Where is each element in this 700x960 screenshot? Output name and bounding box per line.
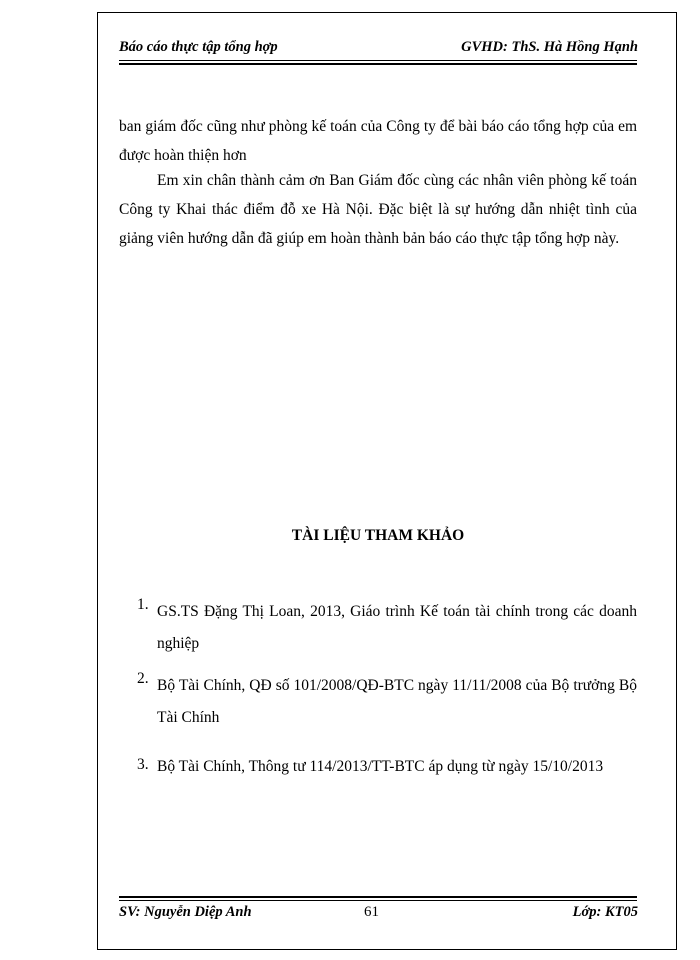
- reference-text: Bộ Tài Chính, Thông tư 114/2013/TT-BTC áp dụng từ ngày 15/10/2013: [157, 758, 604, 775]
- reference-item: [119, 756, 637, 777]
- header-rule: [119, 60, 637, 61]
- references-title: TÀI LIỆU THAM KHẢO: [291, 527, 465, 544]
- footer-rule: [119, 900, 637, 901]
- header-supervisor: GVHD: ThS. Hà Hồng Hạnh: [461, 39, 638, 55]
- reference-number: 3.: [137, 756, 149, 773]
- header-rule-thick: [119, 63, 637, 65]
- header-report-title: Báo cáo thực tập tổng hợp: [119, 39, 278, 55]
- reference-text: Bộ Tài Chính, QĐ số 101/2008/QĐ-BTC ngày 11/11/2008 của Bộ trưởng Bộ Tài Chính: [157, 677, 637, 726]
- body-paragraph-2: Em xin chân thành cảm ơn Ban Giám đốc cùng các nhân viên phòng kế toán Công ty Khai thác điểm đỗ xe Hà Nội. Đặc biệt là sự hướng dẫn nhiệt tình của giảng viên hướng dẫn đã giúp em hoàn thành bản báo cáo thực tập tổng hợp này.: [119, 172, 637, 247]
- reference-item: [119, 596, 637, 660]
- body-paragraph-1: ban giám đốc cũng như phòng kế toán của Công ty để bài báo cáo tổng hợp của em được hoàn thiện hơn: [119, 118, 637, 164]
- footer-rule-thick: [119, 896, 637, 898]
- references-list: [119, 596, 637, 795]
- reference-item: [119, 670, 637, 734]
- reference-number: 2.: [137, 670, 149, 687]
- page-number: 61: [364, 904, 379, 920]
- reference-number: 1.: [137, 596, 149, 613]
- footer-class: Lớp: KT05: [572, 904, 638, 920]
- footer-student-name: SV: Nguyễn Diệp Anh: [119, 904, 252, 920]
- reference-text: GS.TS Đặng Thị Loan, 2013, Giáo trình Kế toán tài chính trong các doanh nghiệp: [157, 603, 637, 652]
